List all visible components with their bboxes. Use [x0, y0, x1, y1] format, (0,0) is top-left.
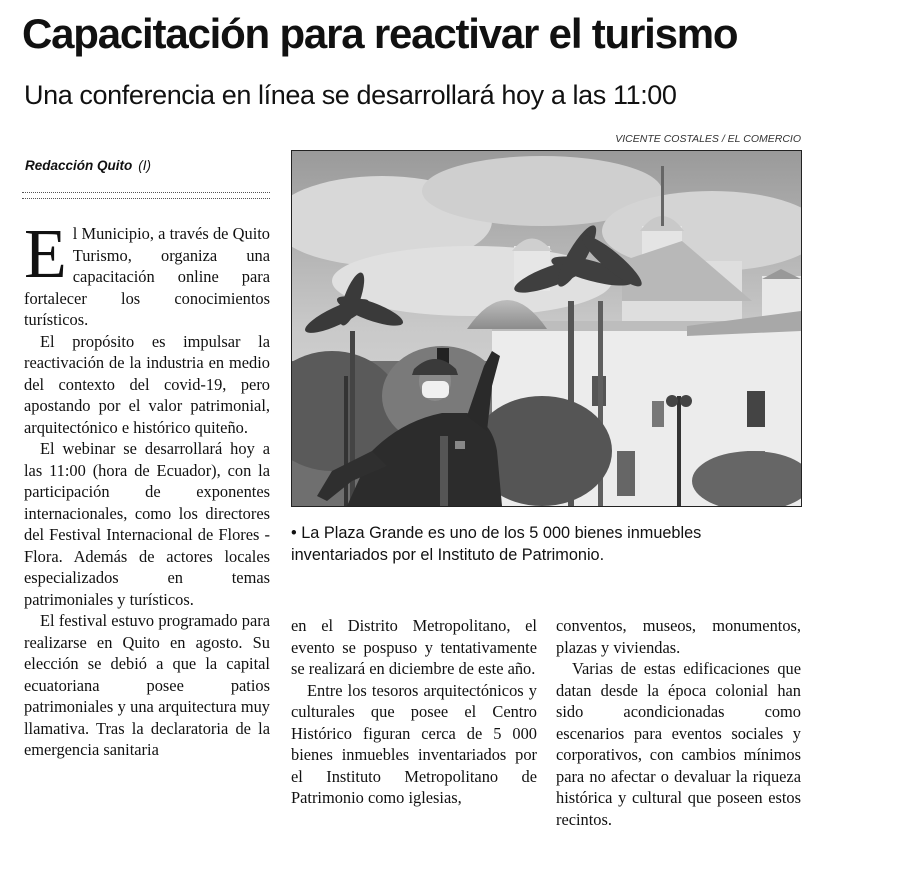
paragraph: conventos, museos, monumentos, plazas y viviendas. [556, 616, 801, 657]
paragraph: en el Distrito Metropolitano, el evento se pospuso y tentativamente se realizará en diciembre de este año. [291, 616, 537, 678]
drop-cap: E [24, 216, 67, 293]
headline: Capacitación para reactivar el turismo [22, 10, 738, 57]
paragraph: El festival estuvo programado para realizarse en Quito en agosto. Su elección se debió a que la capital ecuatoriana posee patios patrimoniales y una arquitectura muy llamativa. Tras la declaratoria de la emergencia sanitaria [24, 611, 270, 759]
subheadline: Una conferencia en línea se desarrollará hoy a las 11:00 [24, 80, 677, 110]
paragraph [24, 216, 270, 331]
photo-caption: • La Plaza Grande es uno de los 5 000 bienes inmuebles inventariados por el Instituto de Patrimonio. [291, 524, 702, 564]
plaza-grande-photo [292, 151, 801, 506]
news-photo [291, 150, 802, 507]
article-column-3 [556, 615, 801, 830]
paragraph: Entre los tesoros arquitectónicos y culturales que posee el Centro Histórico figuran cerca de 5 000 bienes inmuebles inventariados por el Instituto Metropolitano de Patrimonio como iglesias, [291, 680, 537, 807]
article-column-2 [291, 615, 537, 809]
byline-rule [22, 198, 270, 199]
paragraph: Varias de estas edificaciones que datan desde la época colonial han sido acondicionadas como escenarios para eventos sociales y corporativos, con cambios mínimos para no afectar o devaluar la riqueza histórica y cultural que poseen estos recintos. [556, 659, 801, 829]
byline-name: Redacción Quito [25, 158, 133, 173]
paragraph: El webinar se desarrollará hoy a las 11:00 (hora de Ecuador), con la participación de exponentes internacionales, como los directores del Festival Internacional de Flores -Flora. Además de actores locales especializados en temas patrimoniales y turísticos. [24, 439, 270, 609]
byline-rule [22, 192, 270, 193]
photo-credit: VICENTE COSTALES / EL COMERCIO [615, 133, 801, 145]
byline [25, 158, 151, 173]
article-column-1 [24, 216, 270, 761]
paragraph: El propósito es impulsar la reactivación de la industria en medio del contexto del covid-19, pero apostando por el valor patrimonial, arquitectónico e histórico quiteño. [24, 331, 270, 437]
paragraph-text: l Municipio, a través de Quito Turismo, organiza una capacitación online para fortalecer los conocimientos turísticos. [24, 224, 270, 329]
byline-tag: (I) [138, 158, 152, 173]
